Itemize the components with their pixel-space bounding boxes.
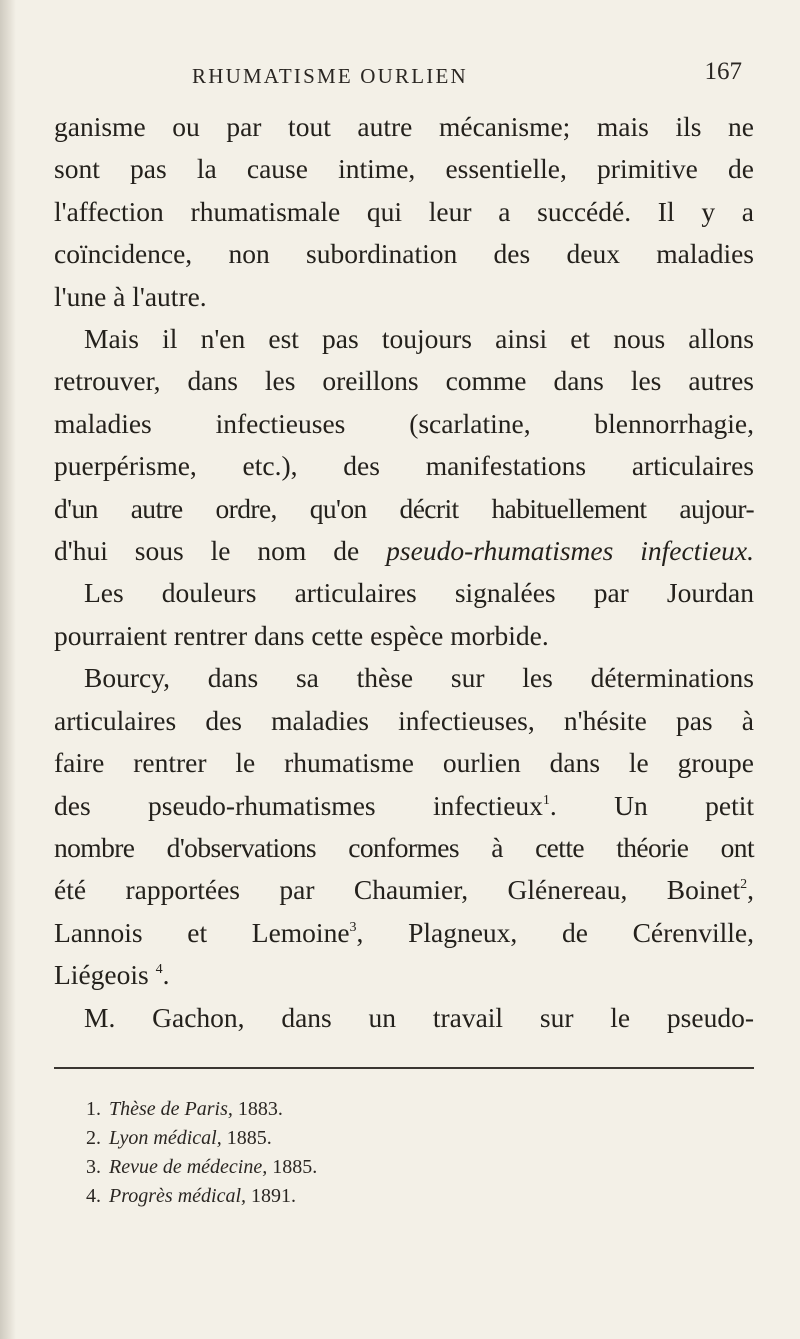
footnote-number: 4. (86, 1184, 101, 1207)
footnote-ref: 3 (349, 919, 357, 935)
text-line: faire rentrer le rhumatisme ourlien dans le groupe (54, 747, 754, 779)
text-line: articulaires des maladies infectieuses, n'hésite pas à (54, 704, 754, 736)
footnote-title: Lyon médical, (109, 1126, 222, 1149)
text-line: Bourcy, dans sa thèse sur les déterminations (84, 662, 754, 694)
text-line (54, 530, 754, 572)
running-head (54, 58, 754, 98)
text-segment: , (747, 874, 754, 906)
footnote (86, 1095, 754, 1124)
footnote-ref: 1 (542, 792, 550, 808)
footnote-ref: 4 (155, 962, 163, 978)
footnote-title: Thèse de Paris, (109, 1097, 233, 1120)
text-line: Les douleurs articulaires signalées par Jourdan (84, 577, 754, 609)
footnote (86, 1182, 754, 1211)
text-line: nombre d'observations conformes à cette théorie ont (54, 831, 754, 863)
text-segment: . (162, 959, 170, 991)
text-line (54, 954, 754, 996)
text-line: sont pas la cause intime, essentielle, primitive de (54, 153, 754, 185)
footnote-year: 1883. (237, 1097, 283, 1120)
footnotes (54, 1095, 754, 1211)
body-text (54, 106, 754, 1039)
footnote (86, 1153, 754, 1182)
text-line: ganisme ou par tout autre mécanisme; mais ils ne (54, 111, 754, 142)
text-segment: . Un petit (549, 789, 754, 821)
footnote-ref: 2 (740, 877, 748, 893)
running-title: RHUMATISME OURLIEN (192, 64, 468, 88)
footnote-year: 1891. (251, 1184, 297, 1207)
text-line: Mais il n'en est pas toujours ainsi et nous allons (84, 323, 754, 355)
footnote (86, 1124, 754, 1153)
footnote-year: 1885. (226, 1126, 272, 1149)
book-page (54, 58, 754, 1211)
page-number: 167 (704, 58, 742, 85)
text-segment: des pseudo-rhumatismes infectieux (54, 789, 543, 821)
footnote-number: 1. (86, 1097, 101, 1120)
footnote-rule (54, 1067, 754, 1069)
text-line: d'un autre ordre, qu'on décrit habituellement aujour- (54, 492, 754, 524)
text-segment: , Plagneux, de Cérenville, (356, 916, 755, 948)
text-line: l'affection rhumatismale qui leur a succédé. Il y a (54, 195, 754, 227)
text-line: pourraient rentrer dans cette espèce morbide. (54, 619, 549, 651)
text-line: retrouver, dans les oreillons comme dans les autres (54, 365, 754, 397)
text-line: puerpérisme, etc.), des manifestations articulaires (54, 450, 754, 482)
text-segment: été rapportées par Chaumier, Glénereau, Boinet (54, 874, 741, 906)
page-edge-shadow (0, 0, 16, 1339)
text-segment: d'hui sous le nom de (54, 535, 360, 567)
footnote-number: 3. (86, 1155, 101, 1178)
text-line: l'une à l'autre. (54, 280, 207, 312)
text-line (54, 785, 754, 827)
footnote-title: Progrès médical, (109, 1184, 247, 1207)
footnote-year: 1885. (272, 1155, 318, 1178)
footnote-number: 2. (86, 1126, 101, 1149)
text-segment: Liégeois (54, 959, 149, 991)
italic-term: pseudo-rhumatismes infectieux. (386, 535, 755, 567)
text-line: M. Gachon, dans un travail sur le pseudo- (84, 1001, 754, 1033)
text-line (54, 869, 754, 911)
footnote-title: Revue de médecine, (109, 1155, 268, 1178)
text-line: maladies infectieuses (scarlatine, blennorrhagie, (54, 407, 754, 439)
text-line: coïncidence, non subordination des deux maladies (54, 238, 754, 270)
text-line (54, 912, 754, 954)
text-segment: Lannois et Lemoine (54, 916, 350, 948)
